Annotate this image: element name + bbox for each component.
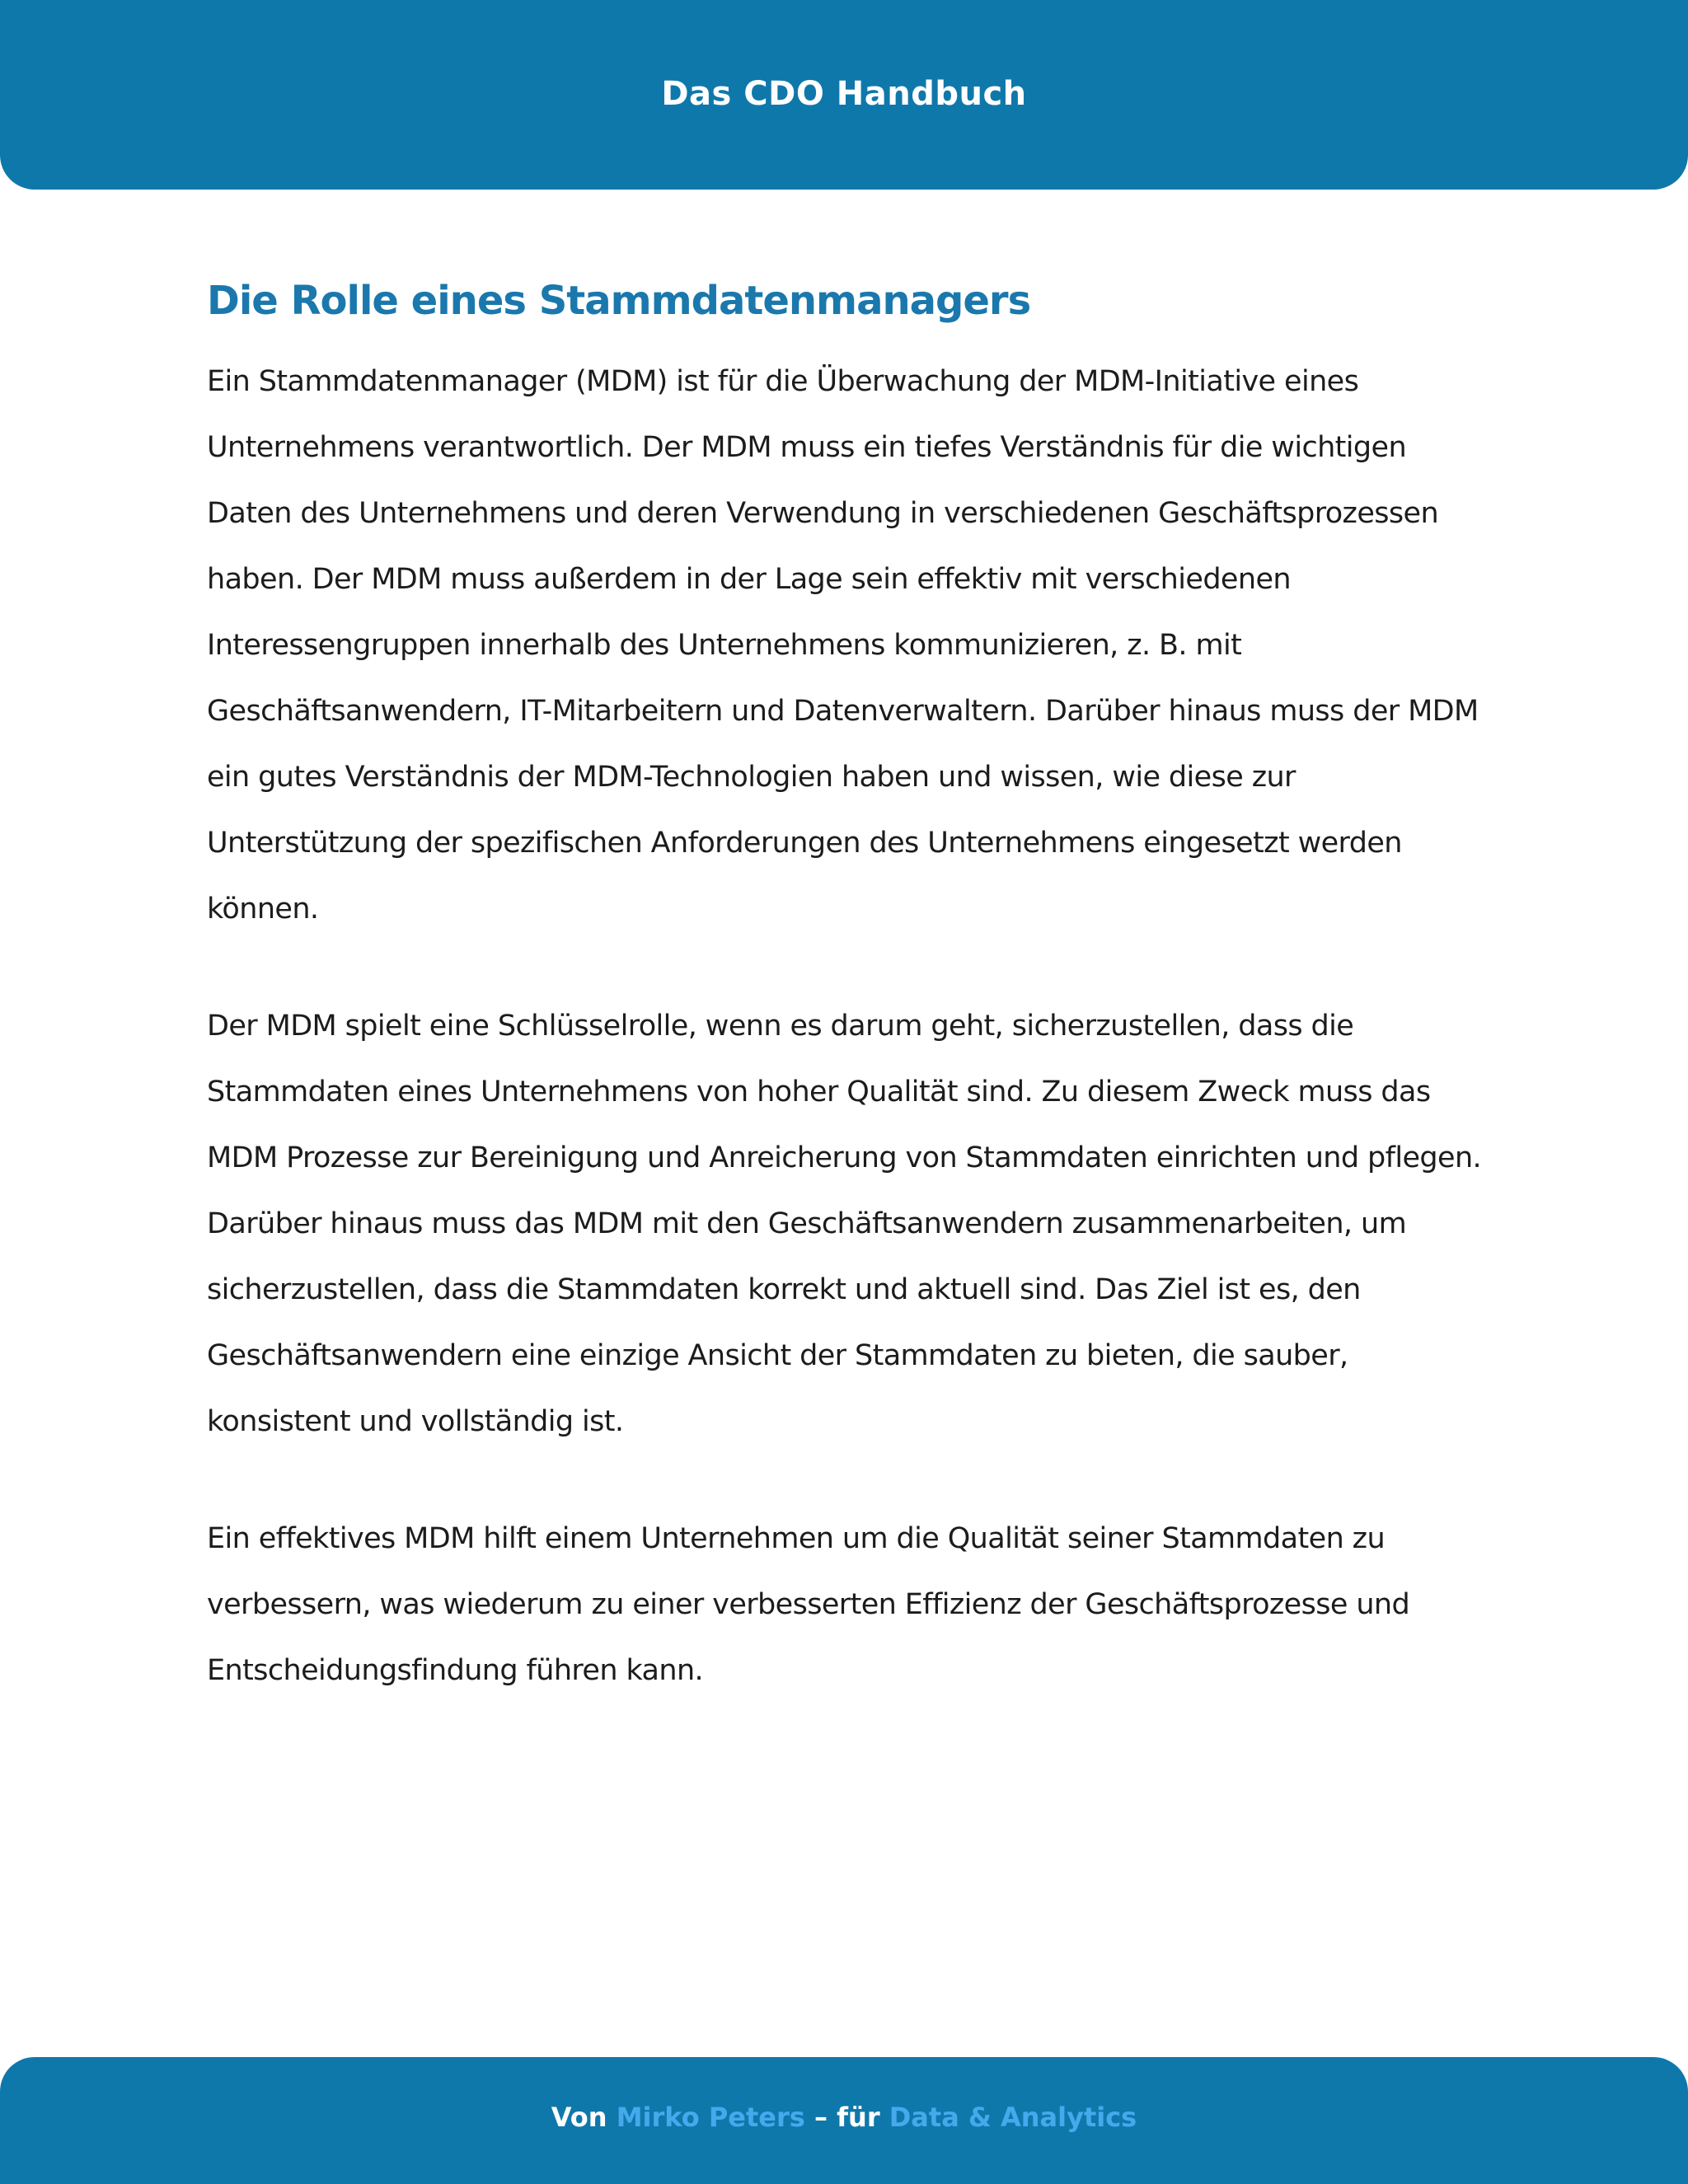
page-footer (0, 2057, 1688, 2184)
header-title: Das CDO Handbuch (661, 75, 1027, 113)
main-content (207, 268, 1493, 1704)
paragraph-2: Der MDM spielt eine Schlüsselrolle, wenn es darum geht, sicherzustellen, dass die Stammdaten eines Unternehmens von hoher Qualität sind. Zu diesem Zweck muss das MDM Prozesse zur Bereinigung und Anreicherung von Stammdaten einrichten und pflegen. Darüber hinaus muss das MDM mit den Geschäftsanwendern zusammenarbeiten, um sicherzustellen, dass die Stammdaten korrekt und aktuell sind. Das Ziel ist es, den Geschäftsanwendern eine einzige Ansicht der Stammdaten zu bieten, die sauber, konsistent und vollständig ist. (207, 1010, 1482, 1438)
section-heading: Die Rolle eines Stammdatenmanagers (207, 278, 1031, 324)
paragraph-3: Ein effektives MDM hilft einem Unternehmen um die Qualität seiner Stammdaten zu verbessern, was wiederum zu einer verbesserten Effizienz der Geschäftsprozesse und Entscheidungsfindung führen kann. (207, 1522, 1410, 1687)
paragraph-1: Ein Stammdatenmanager (MDM) ist für die Überwachung der MDM-Initiative eines Unternehmens verantwortlich. Der MDM muss ein tiefes Verständnis für die wichtigen Daten des Unternehmens und deren Verwendung in verschiedenen Geschäftsprozessen haben. Der MDM muss außerdem in der Lage sein effektiv mit verschiedenen Interessengruppen innerhalb des Unternehmens kommunizieren, z. B. mit Geschäftsanwendern, IT-Mitarbeitern und Datenverwaltern. Darüber hinaus muss der MDM ein gutes Verständnis der MDM-Technologien haben und wissen, wie diese zur Unterstützung der spezifischen Anforderungen des Unternehmens eingesetzt werden können. (207, 365, 1479, 926)
footer-author: Mirko Peters (616, 2102, 805, 2133)
footer-prefix: Von (551, 2102, 607, 2133)
footer-organization: Data & Analytics (889, 2102, 1137, 2133)
page-header (0, 0, 1688, 190)
footer-separator: – für (814, 2102, 880, 2133)
footer-credit (0, 2097, 1688, 2138)
